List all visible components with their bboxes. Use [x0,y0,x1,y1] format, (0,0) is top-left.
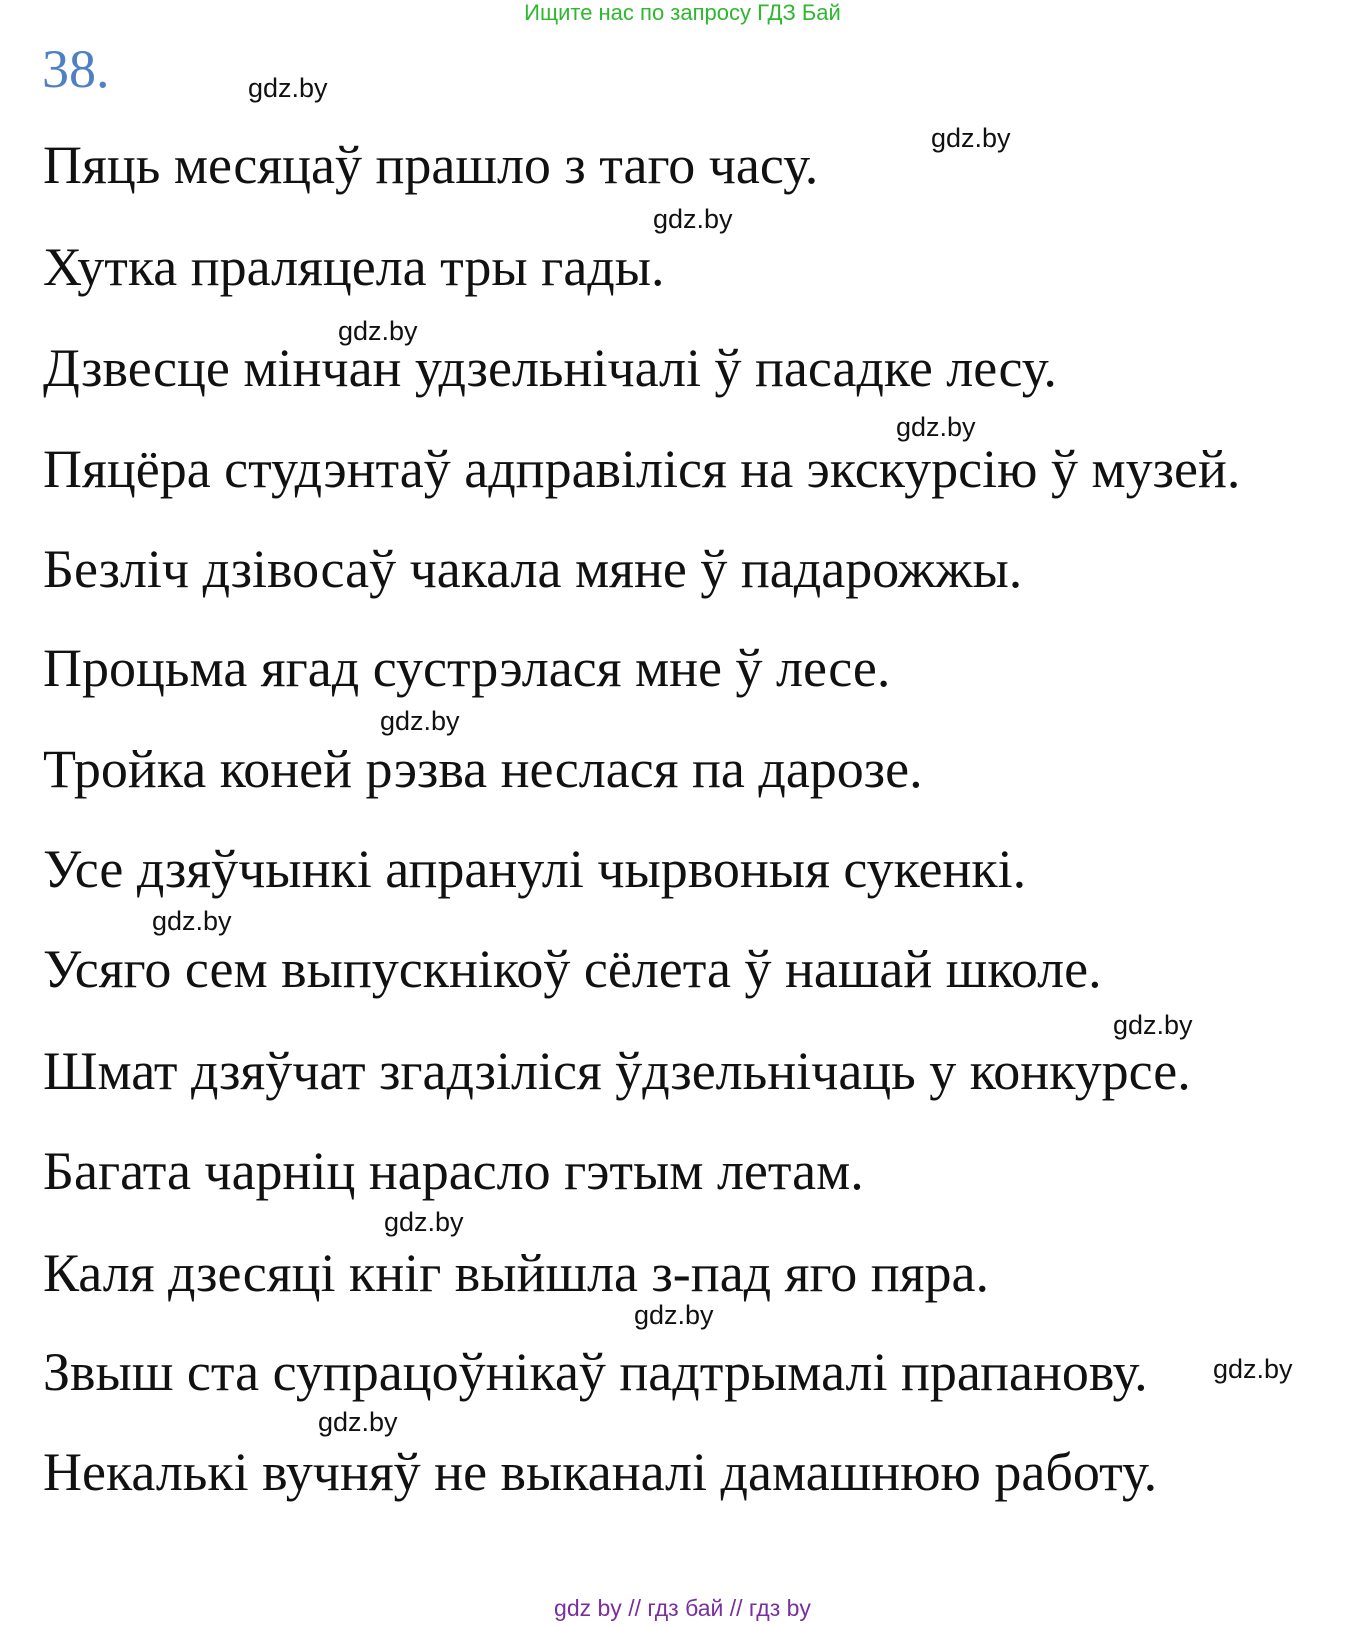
watermark: gdz.by [931,123,1011,153]
sentence-1: Пяць месяцаў прашло з таго часу. [43,135,819,195]
footer-links: gdz by // гдз бай // гдз by [554,1595,811,1621]
sentence-11: Багата чарніц нарасло гэтым летам. [43,1141,864,1201]
sentence-12: Каля дзесяці кніг выйшла з-пад яго пяра. [43,1243,989,1303]
watermark: gdz.by [896,412,976,442]
sentence-8: Усе дзяўчынкі апранулі чырвоныя сукенкі. [43,839,1027,899]
watermark: gdz.by [1213,1354,1293,1384]
watermark: gdz.by [152,906,232,936]
watermark: gdz.by [380,706,460,736]
sentence-10: Шмат дзяўчат згадзіліся ўдзельнічаць у конкурсе. [43,1041,1191,1101]
sentence-14: Некалькі вучняў не выканалі дамашнюю работу. [43,1442,1158,1502]
watermark: gdz.by [384,1207,464,1237]
watermark: gdz.by [653,204,733,234]
watermark: gdz.by [1113,1010,1193,1040]
sentence-4: Пяцёра студэнтаў адправіліся на экскурсію ў музей. [43,439,1241,499]
sentence-5: Безліч дзівосаў чакала мяне ў падарожжы. [43,539,1023,599]
sentence-6: Процьма ягад сустрэлася мне ў лесе. [43,638,891,698]
exercise-number: 38. [42,39,110,99]
watermark: gdz.by [338,316,418,346]
watermark: gdz.by [248,73,328,103]
sentence-3: Дзвесце мінчан удзельнічалі ў пасадке лесу. [43,338,1057,398]
watermark: gdz.by [318,1407,398,1437]
sentence-13: Звыш ста супрацоўнікаў падтрымалі прапанову. [43,1342,1148,1402]
sentence-2: Хутка праляцела тры гады. [43,237,665,297]
sentence-9: Усяго сем выпускнікоў сёлета ў нашай школе. [43,939,1102,999]
watermark: gdz.by [634,1300,714,1330]
top-banner: Ищите нас по запросу ГДЗ Бай [524,0,841,25]
sentence-7: Тройка коней рэзва неслася па дарозе. [43,739,923,799]
